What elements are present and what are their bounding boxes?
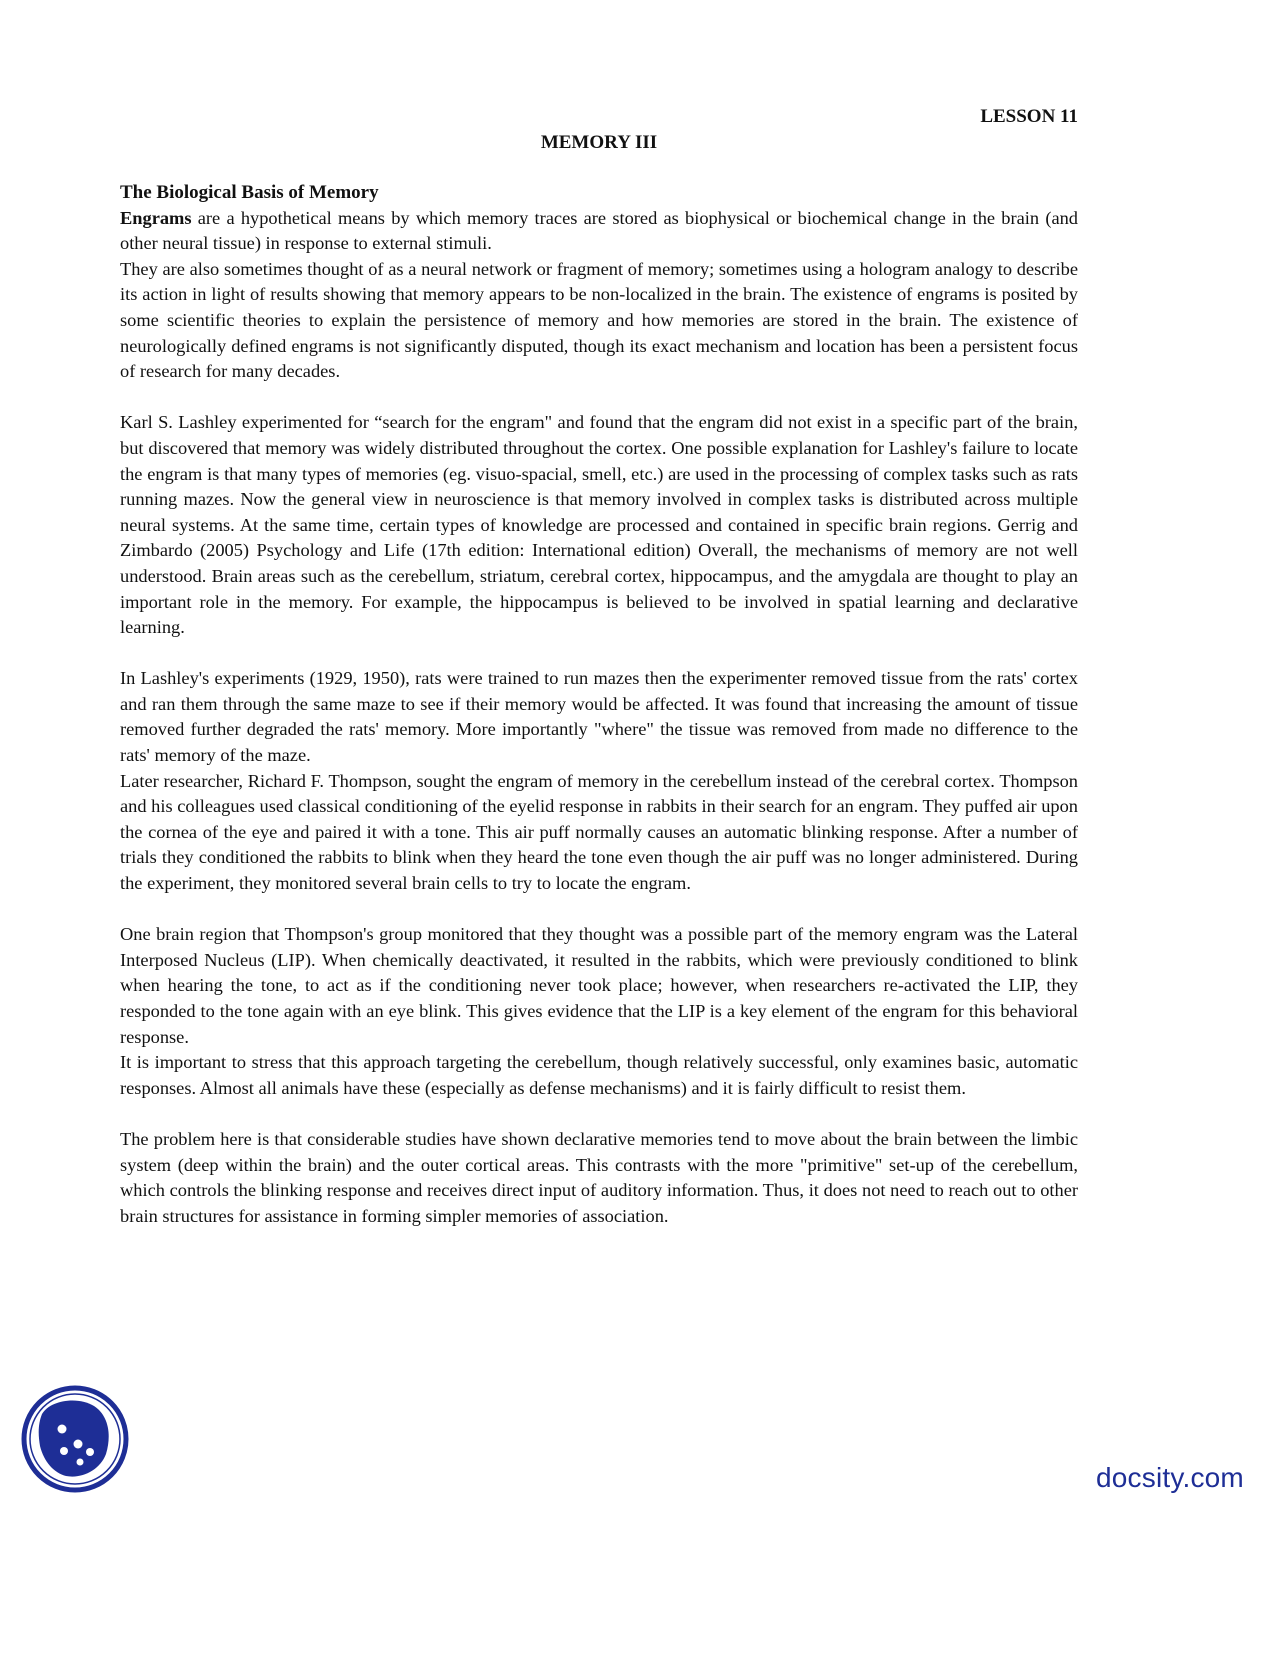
- paragraph-neural-network: They are also sometimes thought of as a neural network or fragment of memory; sometimes using a hologram analogy to describe its action in light of results showing that memory appears to be non-localized in the brain. The existence of engrams is posited by some scientific theories to explain the persistence of memory and how memories are stored in the brain. The existence of neurologically defined engrams is not significantly disputed, though its exact mechanism and location has been a persistent focus of research for many decades.: [120, 258, 1078, 382]
- paragraph-lashley-experiments: In Lashley's experiments (1929, 1950), rats were trained to run mazes then the experimenter removed tissue from the rats' cortex and ran them through the same maze to see if their memory would be affected. It was found that increasing the amount of tissue removed further degraded the rats' memory. More importantly "where" the tissue was removed from made no difference to the rats' memory of the maze.: [120, 668, 1078, 766]
- engrams-term: Engrams: [120, 207, 192, 228]
- paragraph-lip: One brain region that Thompson's group monitored that they thought was a possible part of the memory engram was the Lateral Interposed Nucleus (LIP). When chemically deactivated, it resulted in the rabbits, which were previously conditioned to blink when hearing the tone, to act as if the conditioning never took place; however, when researchers re-activated the LIP, they responded to the tone again with an eye blink. This gives evidence that the LIP is a key element of the engram for this behavioral response.: [120, 924, 1078, 1047]
- paragraph-thompson: Later researcher, Richard F. Thompson, sought the engram of memory in the cerebellum instead of the cerebral cortex. Thompson and his colleagues used classical conditioning of the eyelid response in rabbits in their search for an engram. They puffed air upon the cornea of the eye and paired it with a tone. This air puff normally causes an automatic blinking response. After a number of trials they conditioned the rabbits to blink when they heard the tone even though the air puff was no longer administered. During the experiment, they monitored several brain cells to try to locate the engram.: [120, 770, 1078, 894]
- paragraph-cerebellum-approach: It is important to stress that this approach targeting the cerebellum, though relatively successful, only examines basic, automatic responses. Almost all animals have these (especially as defense mechanisms) and it is fairly difficult to resist them.: [120, 1052, 1078, 1098]
- paragraph-lashley: Karl S. Lashley experimented for “search for the engram" and found that the engram did not exist in a specific part of the brain, but discovered that memory was widely distributed throughout the cortex. One possible explanation for Lashley's failure to locate the engram is that many types of memories (eg. visuo-spacial, smell, etc.) are used in the processing of complex tasks such as rats running mazes. Now the general view in neuroscience is that memory involved in complex tasks is distributed across multiple neural systems. At the same time, certain types of knowledge are processed and contained in specific brain regions. Gerrig and Zimbardo (2005) Psychology and Life (17th edition: International edition) Overall, the mechanisms of memory are not well understood. Brain areas such as the cerebellum, striatum, cerebral cortex, hippocampus, and the amygdala are thought to play an important role in the memory. For example, the hippocampus is believed to be involved in spatial learning and declarative learning.: [120, 412, 1078, 638]
- docsity-brand-link[interactable]: docsity.com: [1096, 1462, 1244, 1493]
- lesson-label: LESSON 11: [980, 106, 1078, 127]
- paragraph-declarative-memories: The problem here is that considerable studies have shown declarative memories tend to move about the brain between the limbic system (deep within the brain) and the outer cortical areas. This contrasts with the more "primitive" set-up of the cerebellum, which controls the blinking response and receives direct input of auditory information. Thus, it does not need to reach out to other brain structures for assistance in forming simpler memories of association.: [120, 1128, 1078, 1226]
- document-page: [120, 104, 1078, 1229]
- section-heading: The Biological Basis of Memory: [120, 182, 379, 203]
- docsity-logo-icon: [20, 1384, 130, 1494]
- page-title: MEMORY III: [540, 132, 658, 153]
- intro-paragraph: [120, 206, 1078, 257]
- intro-text: are a hypothetical means by which memory traces are stored as biophysical or biochemical change in the brain (and other neural tissue) in response to external stimuli.: [120, 207, 1078, 254]
